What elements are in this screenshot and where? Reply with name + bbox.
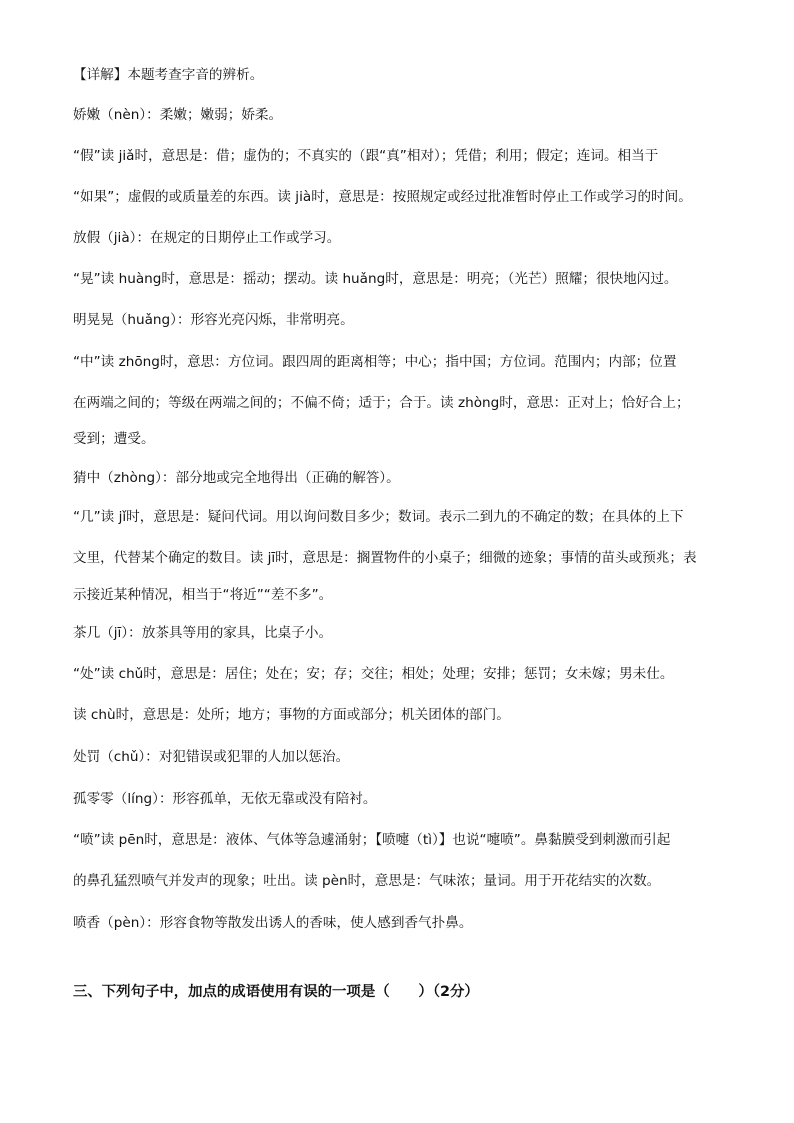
text-line: 读 chù时，意思是：处所；地方；事物的方面或部分；机关团体的部门。 [73, 707, 510, 723]
text-line: “晃”读 huàng时，意思是：摇动；摆动。读 huǎng时，意思是：明亮；（光芒）照耀；很快地闪过。 [73, 271, 678, 287]
text-line: 喷香（pèn）：形容食物等散发出诱人的香味，使人感到香气扑鼻。 [73, 915, 473, 931]
text-line: 示接近某种情况，相当于“将近”“差不多”。 [73, 587, 333, 603]
text-line: 受到；遭受。 [73, 431, 155, 447]
text-line: “喷”读 pēn时，意思是：液体、气体等急遽涌射；【喷嚏（tì）】也说“嚏喷”。鼻黏膜受到刺激而引起 [73, 832, 671, 848]
text-line: “中”读 zhōng时，意思：方位词。跟四周的距离相等；中心；指中国；方位词。范围内；内部；位置 [73, 354, 677, 370]
text-line: 猜中（zhòng）：部分地或完全地得出（正确的解答）。 [73, 470, 400, 486]
text-line: “如果”；虚假的或质量差的东西。读 jià时，意思是：按照规定或经过批准暂时停止工作或学习的时间。 [73, 189, 692, 205]
text-line: 茶几（jī）：放茶具等用的家具，比桌子小。 [73, 625, 333, 641]
text-line: “几”读 jǐ时，意思是：疑问代词。用以询问数目多少；数词。表示二到九的不确定的数；在具体的上下 [73, 509, 684, 525]
text-line: 在两端之间的；等级在两端之间的；不偏不倚；适于；合于。读 zhòng时，意思：正对上；恰好合上； [73, 395, 690, 411]
text-line: 孤零零（líng）：形容孤单，无依无靠或没有陪衬。 [73, 791, 377, 807]
text-line: 处罚（chǔ）：对犯错误或犯罪的人加以惩治。 [73, 749, 350, 765]
text-line: 文里，代替某个确定的数目。读 jī时，意思是：搁置物件的小桌子；细微的迹象；事情的苗头或预兆；表 [73, 550, 697, 566]
text-line: 明晃晃（huǎng）：形容光亮闪烁，非常明亮。 [73, 312, 354, 328]
text-line: “处”读 chǔ时，意思是：居住；处在；安；存；交往；相处；处理；安排；惩罚；女未嫁；男未仕。 [73, 666, 674, 682]
text-line: 娇嫩（nèn）：柔嫩；嫩弱；娇柔。 [73, 107, 283, 123]
text-line: 的鼻孔猛烈喷气并发声的现象；吐出。读 pèn时，意思是：气味浓；量词。用于开花结实的次数。 [73, 873, 661, 889]
explanation-title: 【详解】本题考查字音的辨析。 [73, 67, 264, 83]
text-line: 放假（jià）：在规定的日期停止工作或学习。 [73, 230, 341, 246]
question-heading: 三、下列句子中，加点的成语使用有误的一项是（ ）（2分） [73, 984, 479, 1000]
text-line: “假”读 jiǎ时，意思是：借；虚伪的；不真实的（跟“真”相对）；凭借；利用；假定；连词。相当于 [73, 148, 659, 164]
